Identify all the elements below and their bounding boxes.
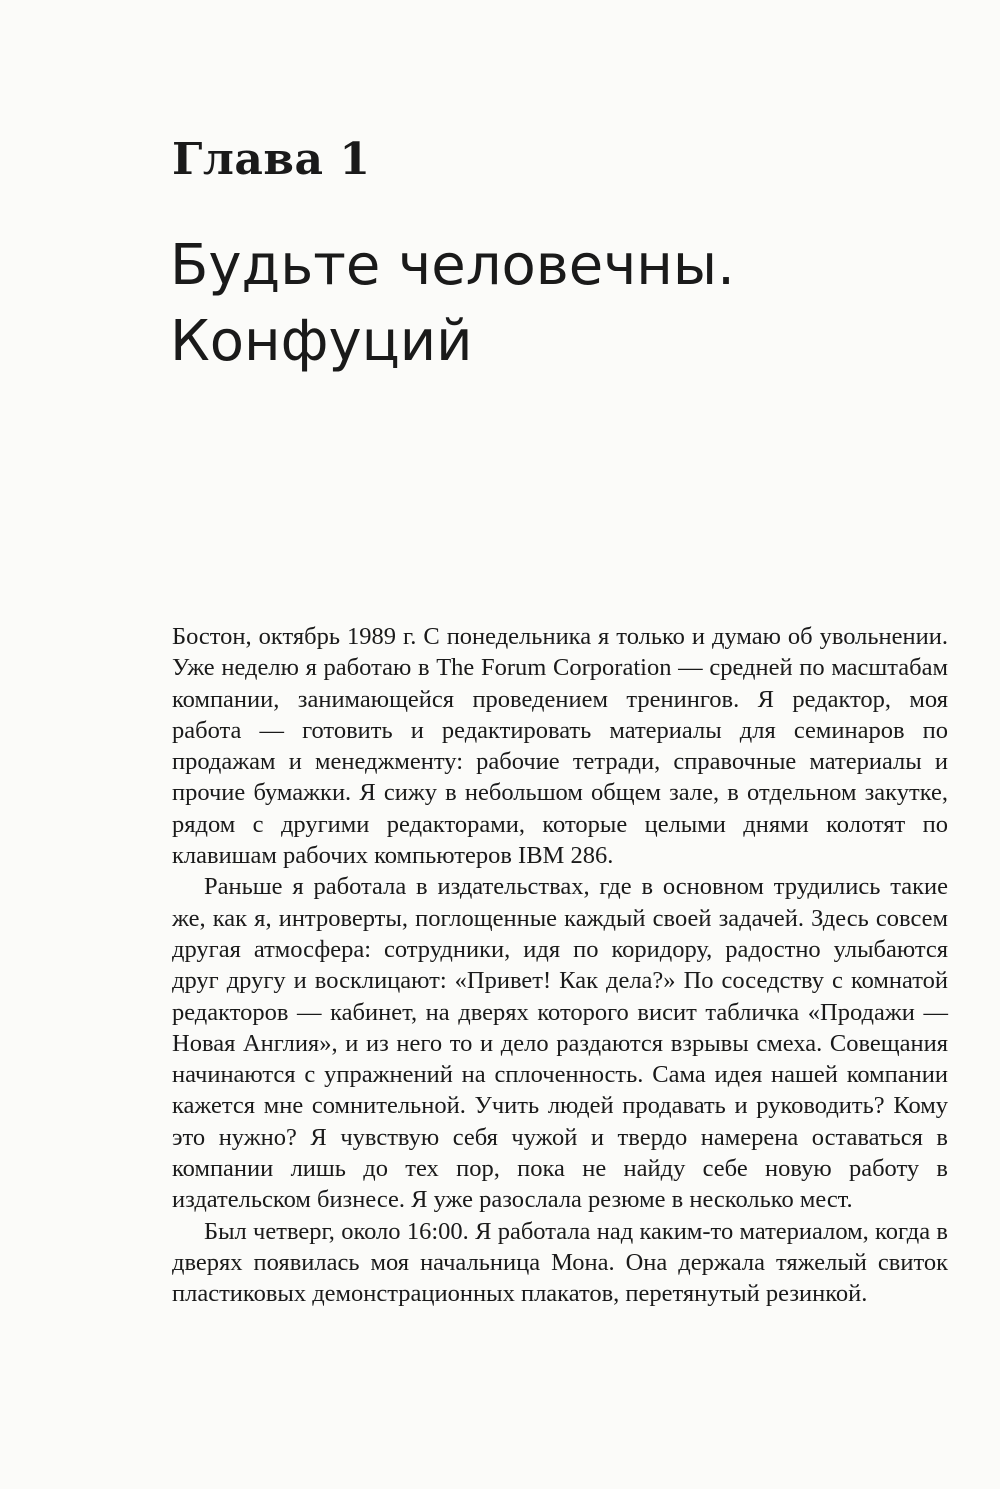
- paragraph-3: Был четверг, около 16:00. Я работала над каким-то материалом, когда в дверях появилась моя начальница Мона. Она держала тяжелый свиток пластиковых демонстрационных плакатов, перетянутый резинкой.: [172, 1217, 948, 1308]
- body-text: [172, 621, 948, 1310]
- chapter-title: [170, 228, 735, 380]
- chapter-number: Глава 1: [172, 134, 371, 185]
- paragraph-1: Бостон, октябрь 1989 г. С понедельника я только и думаю об увольнении. Уже неделю я работаю в The Forum Corporation — средней по масштабам компании, занимающейся проведением тренингов. Я редактор, моя работа — готовить и редактировать материалы для семинаров по продажам и менеджменту: рабочие тетради, справочные материалы и прочие бумажки. Я сижу в небольшом общем зале, в отдельном закутке, рядом с другими редакторами, которые целыми днями колотят по клавишам рабочих компьютеров IBM 286.: [172, 623, 948, 870]
- paragraph-2: Раньше я работала в издательствах, где в основном трудились такие же, как я, интроверты, поглощенные каждый своей задачей. Здесь совсем другая атмосфера: сотрудники, идя по коридору, радостно улыбаются друг другу и восклицают: «Привет! Как дела?» По соседству с комнатой редакторов — кабинет, на дверях которого висит табличка «Продажи — Новая Англия», и из него то и дело раздаются взрывы смеха. Совещания начинаются с упражнений на сплоченность. Сама идея нашей компании кажется мне сомнительной. Учить людей продавать и руководить? Кому это нужно? Я чувствую себя чужой и твердо намерена оставаться в компании лишь до тех пор, пока не найду себе новую работу в издательском бизнесе. Я уже разослала резюме в несколько мест.: [172, 873, 948, 1214]
- chapter-title-line-2: Конфуций: [170, 309, 473, 374]
- chapter-title-line-1: Будьте человечны.: [170, 233, 735, 298]
